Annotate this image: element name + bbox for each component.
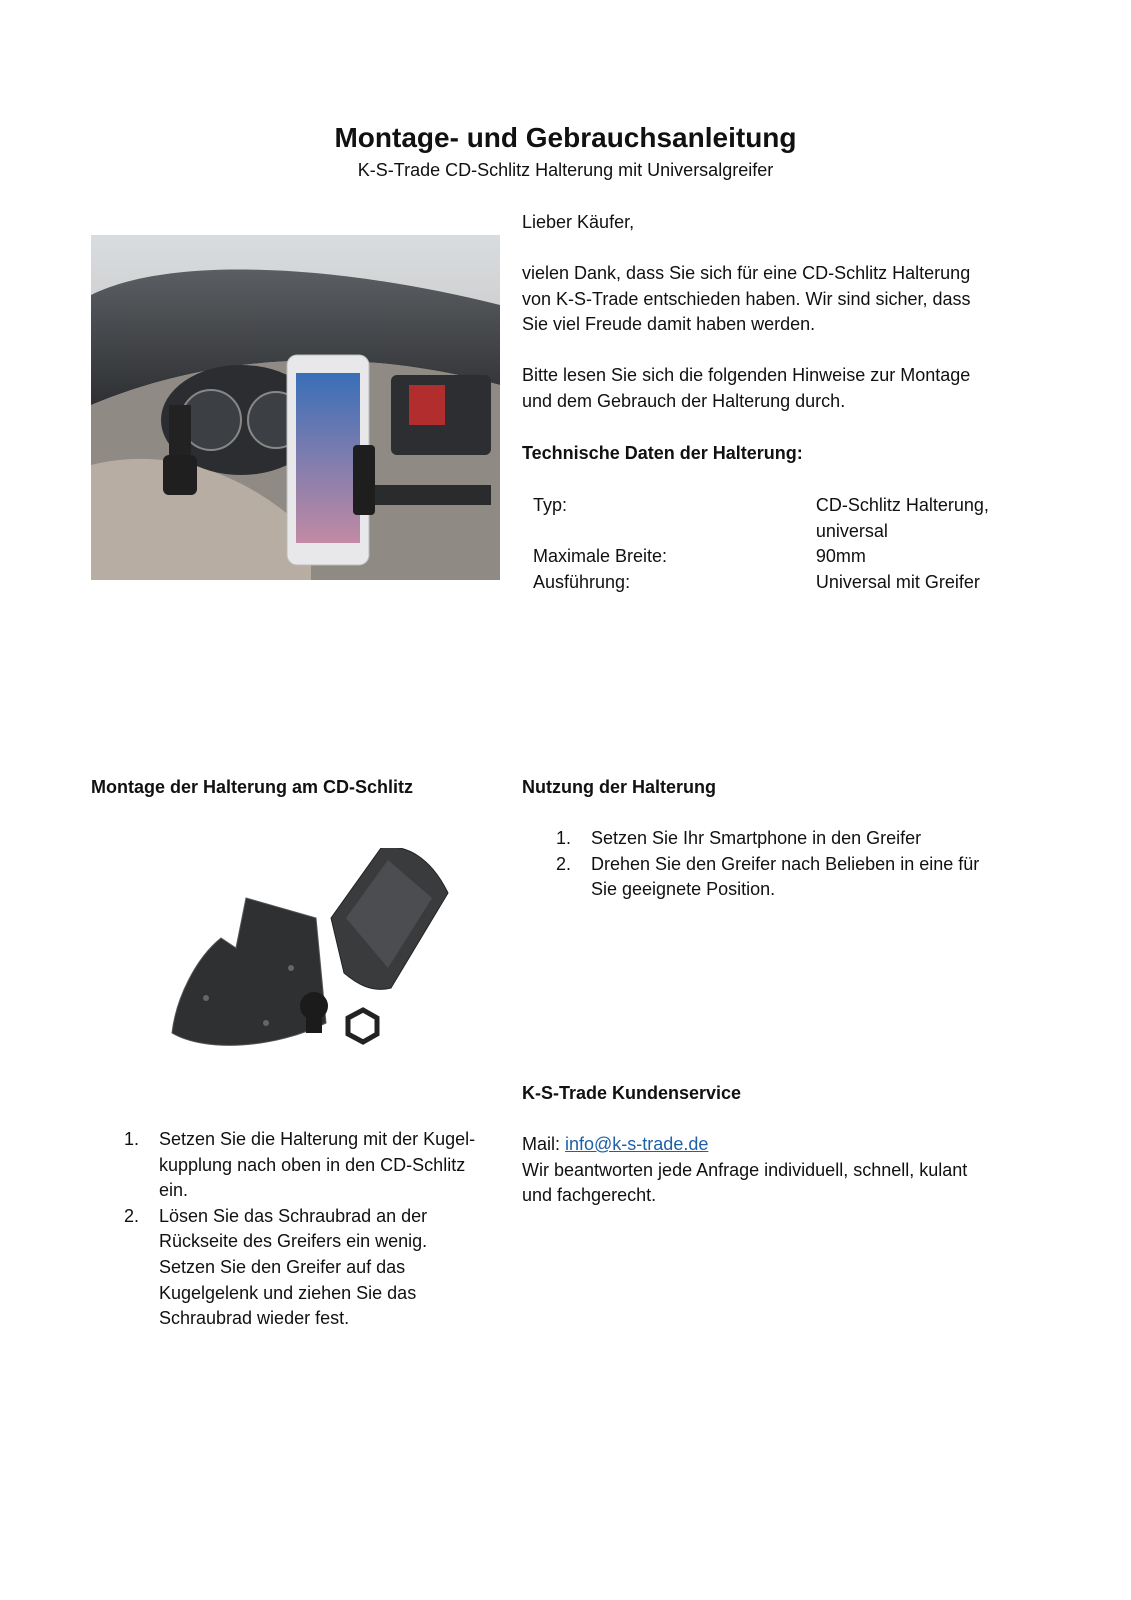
mail-link[interactable]: info@k-s-trade.de (565, 1134, 709, 1154)
step-line: Setzen Sie die Halterung mit der Kugel- (159, 1129, 476, 1149)
step-line: ein. (159, 1180, 189, 1201)
intro-p1-line: von K-S-Trade entschieden haben. Wir sind sicher, dass (522, 288, 971, 309)
step-line: Sie geeignete Position. (591, 879, 776, 900)
page-title: Montage- und Gebrauchsanleitung (334, 122, 797, 153)
specs-heading: Technische Daten der Halterung: (522, 443, 803, 463)
step-line: kupplung nach oben in den CD-Schlitz (159, 1154, 466, 1175)
service-heading: K-S-Trade Kundenservice (522, 1083, 742, 1103)
step-line: Rückseite des Greifers ein wenig. (159, 1231, 428, 1252)
step-number: 1. (124, 1129, 140, 1149)
step-line: Lösen Sie das Schraubrad an der (159, 1205, 428, 1226)
service-text-line: Wir beantworten jede Anfrage individuell, schnell, kulant (522, 1159, 968, 1180)
spec-label: Typ: (533, 495, 568, 515)
step-number: 2. (556, 853, 572, 874)
intro-p1-line: vielen Dank, dass Sie sich für eine CD-Schlitz Halterung (522, 263, 971, 283)
intro-p2-line: und dem Gebrauch der Halterung durch. (522, 390, 846, 411)
intro-p1-line: Sie viel Freude damit haben werden. (522, 314, 816, 335)
mounting-heading: Montage der Halterung am CD-Schlitz (91, 777, 414, 797)
spec-value (816, 493, 1013, 544)
step-line: Setzen Sie den Greifer auf das (159, 1256, 406, 1277)
spec-value: Universal mit Greifer (815, 571, 980, 592)
service-contact (522, 1132, 1022, 1209)
spec-value: 90mm (815, 546, 866, 567)
step-number: 2. (124, 1205, 140, 1226)
page-subtitle: K-S-Trade CD-Schlitz Halterung mit Universalgreifer (357, 160, 774, 180)
specs-table (533, 493, 1013, 595)
step-line: Drehen Sie den Greifer nach Belieben in eine für (591, 853, 980, 874)
service-mail-line (522, 1132, 1022, 1158)
car-dashboard-photo (91, 235, 500, 580)
intro-paragraph-2 (522, 363, 970, 414)
greeting: Lieber Käufer, (522, 212, 635, 232)
step-line: Kugelgelenk und ziehen Sie das (159, 1282, 417, 1303)
usage-steps (556, 826, 1021, 903)
usage-step (556, 852, 1021, 903)
mounting-step (124, 1127, 499, 1204)
mail-label: Mail: (522, 1134, 566, 1154)
spec-value-line: CD-Schlitz Halterung, (815, 495, 989, 515)
spec-row-design (533, 570, 1013, 596)
spec-label: Ausführung: (533, 571, 631, 592)
step-line: Schraubrad wieder fest. (159, 1308, 350, 1329)
usage-step (556, 826, 1021, 852)
spec-label: Maximale Breite: (533, 546, 668, 567)
step-line: Setzen Sie Ihr Smartphone in den Greifer (591, 828, 922, 848)
service-text-line: und fachgerecht. (522, 1185, 657, 1206)
spec-value-line: universal (815, 520, 888, 541)
usage-heading: Nutzung der Halterung (522, 777, 716, 797)
intro-paragraph-1 (522, 261, 971, 338)
mounting-step (124, 1204, 499, 1332)
spec-row-width (533, 544, 1013, 570)
intro-p2-line: Bitte lesen Sie sich die folgenden Hinweise zur Montage (522, 365, 971, 385)
step-number: 1. (556, 828, 572, 848)
spec-row-type (533, 493, 1013, 544)
holder-parts-photo (166, 848, 460, 1068)
mounting-steps (124, 1127, 499, 1332)
